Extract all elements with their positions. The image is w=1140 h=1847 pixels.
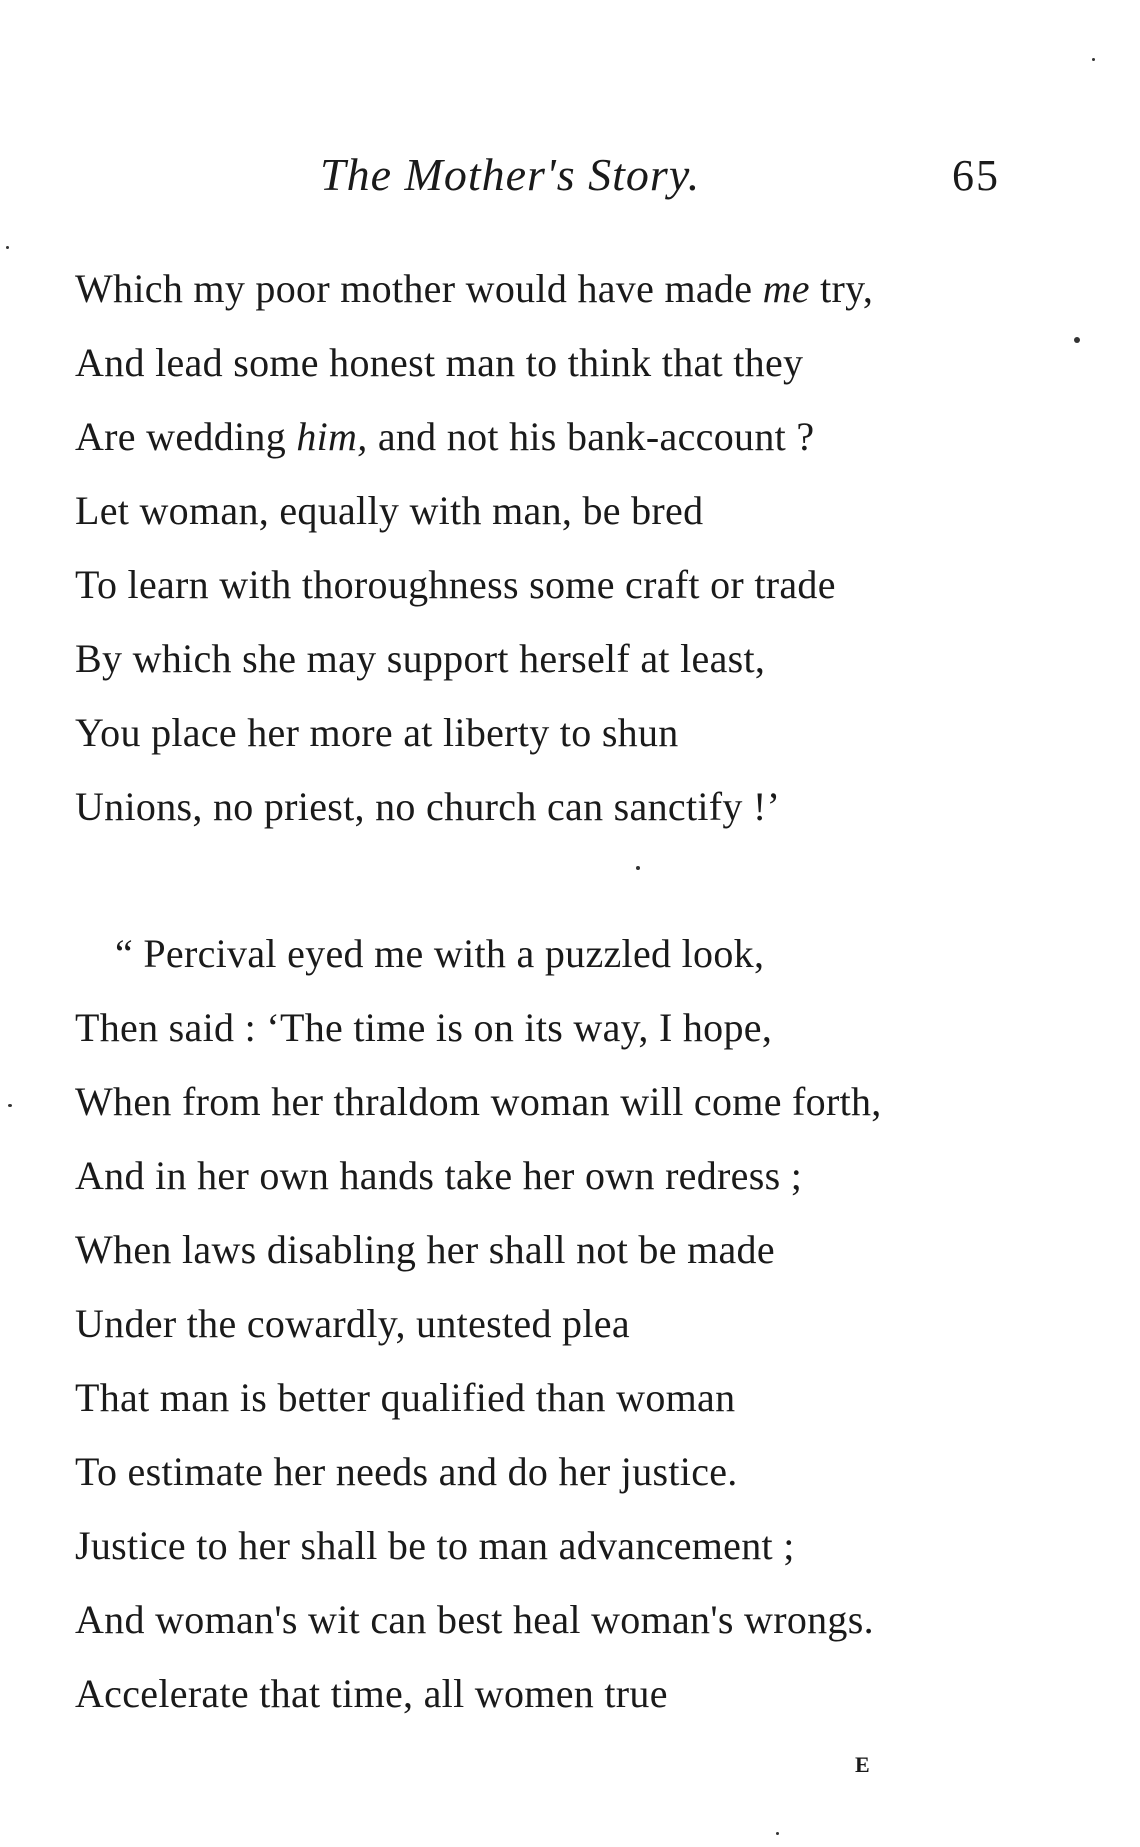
poem-line: To estimate her needs and do her justice.: [75, 1449, 738, 1494]
line-text: try,: [809, 266, 874, 311]
poem-line: [75, 400, 873, 474]
running-head: [0, 148, 1140, 208]
ink-speck: [8, 1104, 12, 1107]
poem-line: When from her thraldom woman will come forth,: [75, 1079, 882, 1124]
poem-line: When laws disabling her shall not be made: [75, 1227, 775, 1272]
italic-word: him,: [296, 414, 368, 459]
ink-speck: [1074, 337, 1080, 343]
poem-line: You place her more at liberty to shun: [75, 710, 679, 755]
line-text: Are wedding: [75, 414, 297, 459]
poem-line: Justice to her shall be to man advancement ;: [75, 1523, 795, 1568]
ink-speck: [1092, 58, 1095, 61]
poem-line: And in her own hands take her own redress ;: [75, 1153, 803, 1198]
poem-line: Let woman, equally with man, be bred: [75, 488, 704, 533]
poem-line: “ Percival eyed me with a puzzled look,: [115, 931, 765, 976]
line-text: Which my poor mother would have made: [75, 266, 763, 311]
ink-speck: [776, 1832, 779, 1835]
poem-line: Under the cowardly, untested plea: [75, 1301, 630, 1346]
poem-line: That man is better qualified than woman: [75, 1375, 736, 1420]
poem-line: [75, 252, 873, 326]
poem-line: Accelerate that time, all women true: [75, 1671, 668, 1716]
ink-speck: [6, 246, 9, 249]
stanza-2: [75, 917, 882, 1731]
line-text: and not his bank-account ?: [367, 414, 815, 459]
poem-line: And lead some honest man to think that they: [75, 340, 804, 385]
signature-mark: E: [855, 1752, 871, 1777]
poem-line: By which she may support herself at least,: [75, 636, 766, 681]
page-number: 65: [952, 151, 1000, 200]
stanza-1: [75, 252, 873, 844]
poem-line: And woman's wit can best heal woman's wrongs.: [75, 1597, 874, 1642]
running-title: The Mother's Story.: [320, 149, 701, 200]
italic-word: me: [762, 266, 810, 311]
poem-line: To learn with thoroughness some craft or trade: [75, 562, 836, 607]
ink-speck: [636, 866, 640, 870]
poem-line: Unions, no priest, no church can sanctify !’: [75, 784, 781, 829]
poem-line: Then said : ‘The time is on its way, I hope,: [75, 1005, 773, 1050]
